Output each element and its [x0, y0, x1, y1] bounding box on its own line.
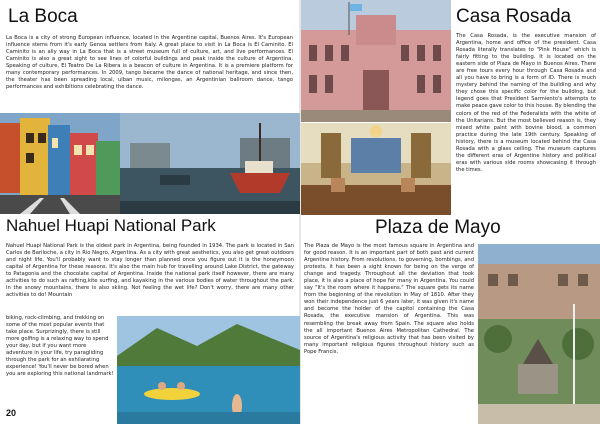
nahuel-huapi-text-continued: biking, rock-climbing, and trekking on some of the most popular events that take place. Surprizingly, there is still more golfing is a relaxing way to spend your day, but if you want more adventure in your life, try paragliding through the park for an exhilarating experience! You'll never be bored when you are exploring this national landmark!	[6, 315, 114, 378]
plaza-de-mayo-title: Plaza de Mayo	[375, 217, 501, 238]
casa-rosada-exterior-photo	[301, 0, 451, 122]
nahuel-huapi-lake-photo	[117, 316, 300, 424]
la-boca-harbor-photo	[120, 113, 300, 214]
nahuel-huapi-text: Nahuel Huapi National Park is the oldest park in Argentina, being founded in 1934. The park is located in San Carlos de Bariloche, a city in Rio Negro, Argentina. As a city with great aesthetics, you also get great outdoors and night life. You'll probably want to stay longer than planned once you figure out it is the honeymoon capital of Argentina for these reasons. It's also the main hub for travelling around Lake District, the gateway to Patagonia and the chocolate capital of Argentina. Inside the national park itself however, there are many activities to do such as rafting,kite surfing, and kayaking in the various bodies of water throughout the park. In the snowy mountains, there is also skiing. Not feeling the wet life? Don't worry, there are many other activities to do! Mountain	[6, 243, 294, 299]
plaza-de-mayo-photo	[478, 244, 600, 424]
casa-rosada-interior-photo	[301, 123, 451, 215]
casa-rosada-title: Casa Rosada	[456, 6, 572, 27]
casa-rosada-text: The Casa Rosada, is the executive mansion of Argentina, home and office of the president. Casa Rosada literally translates to "Pink House" which is fairly fitting to the building. It is located on the eastern side of Plaza de Mayo in Buenos Aires. There are free tours every hour through Casa Rosada and all you have to bring is a form of ID. There is much mystery behind the naming of the building and why they chose this specific color for the building, but legend goes that President Sarmiento's attempts to make peace gave color to this house. By blending the colors of the red of the Federalists with the white of the Unitarians. But the most believed reason is, they mixed white paint with bovine blood, a common practice during the late 19th century. Speaking of history, there is a museum located behind the Casa Rosada with a glass ceiling. The museum captures the different eras of Argentine history and political eras with various side rooms showcasing it through the times.	[456, 33, 596, 173]
plaza-de-mayo-text: The Plaza de Mayo is the most famous square in Argentina and for good reason. It is an important part of both past and current Argentine history. From revolutions, to governing, bombings, and protests, it has been a sight known for being on the verge of change and tragedy. Throughout all the deviation that took place, it is also a place of hope for many in Argentina. You could say "It's the room where it happens." The square gets its name from the beginning of the revolution in May of 1810. After they won their independence just 6 years later, it was given it's name and become the holder of the capitol containing the Casa Rosada, the executive mansion of Argentina. This was resembling the break away from Spain. The square also holds the all important Buenos Aires Metropolitan Cathedral. The source of Argentina's religious activity that has been visited by many important religious figures throughout history such as Pope Francis.	[304, 243, 474, 355]
la-boca-text: La Boca is a city of strong European influence, located in the Argentine capital, Buenos Aires. It's European influence stems from it's early Genoa settlers from Italy. A great place to visit in La Boca is El Caminito. El Caminito is an ally way in La Boca that is a street museum full of culture, art, and live performances. El Caminito is also a great sight to see lines of colorful buildings and peak inside the culture of Argentina. Speaking of culture, El Teatro De La Ribera is a beacon of culture in Argentina. It is a premiere platform for many contemporary performances. In 2009, tango became the dance of national heritage, and since then, the theater has been spreading local, ulban music, milongas, an Argentinian ballroom dance, tango performances and exhibitions celebrating the dance.	[6, 35, 293, 91]
la-boca-street-photo	[0, 113, 120, 214]
page-number: 20	[6, 408, 17, 418]
la-boca-title: La Boca	[8, 6, 78, 27]
nahuel-huapi-title: Nahuel Huapi National Park	[6, 216, 216, 235]
